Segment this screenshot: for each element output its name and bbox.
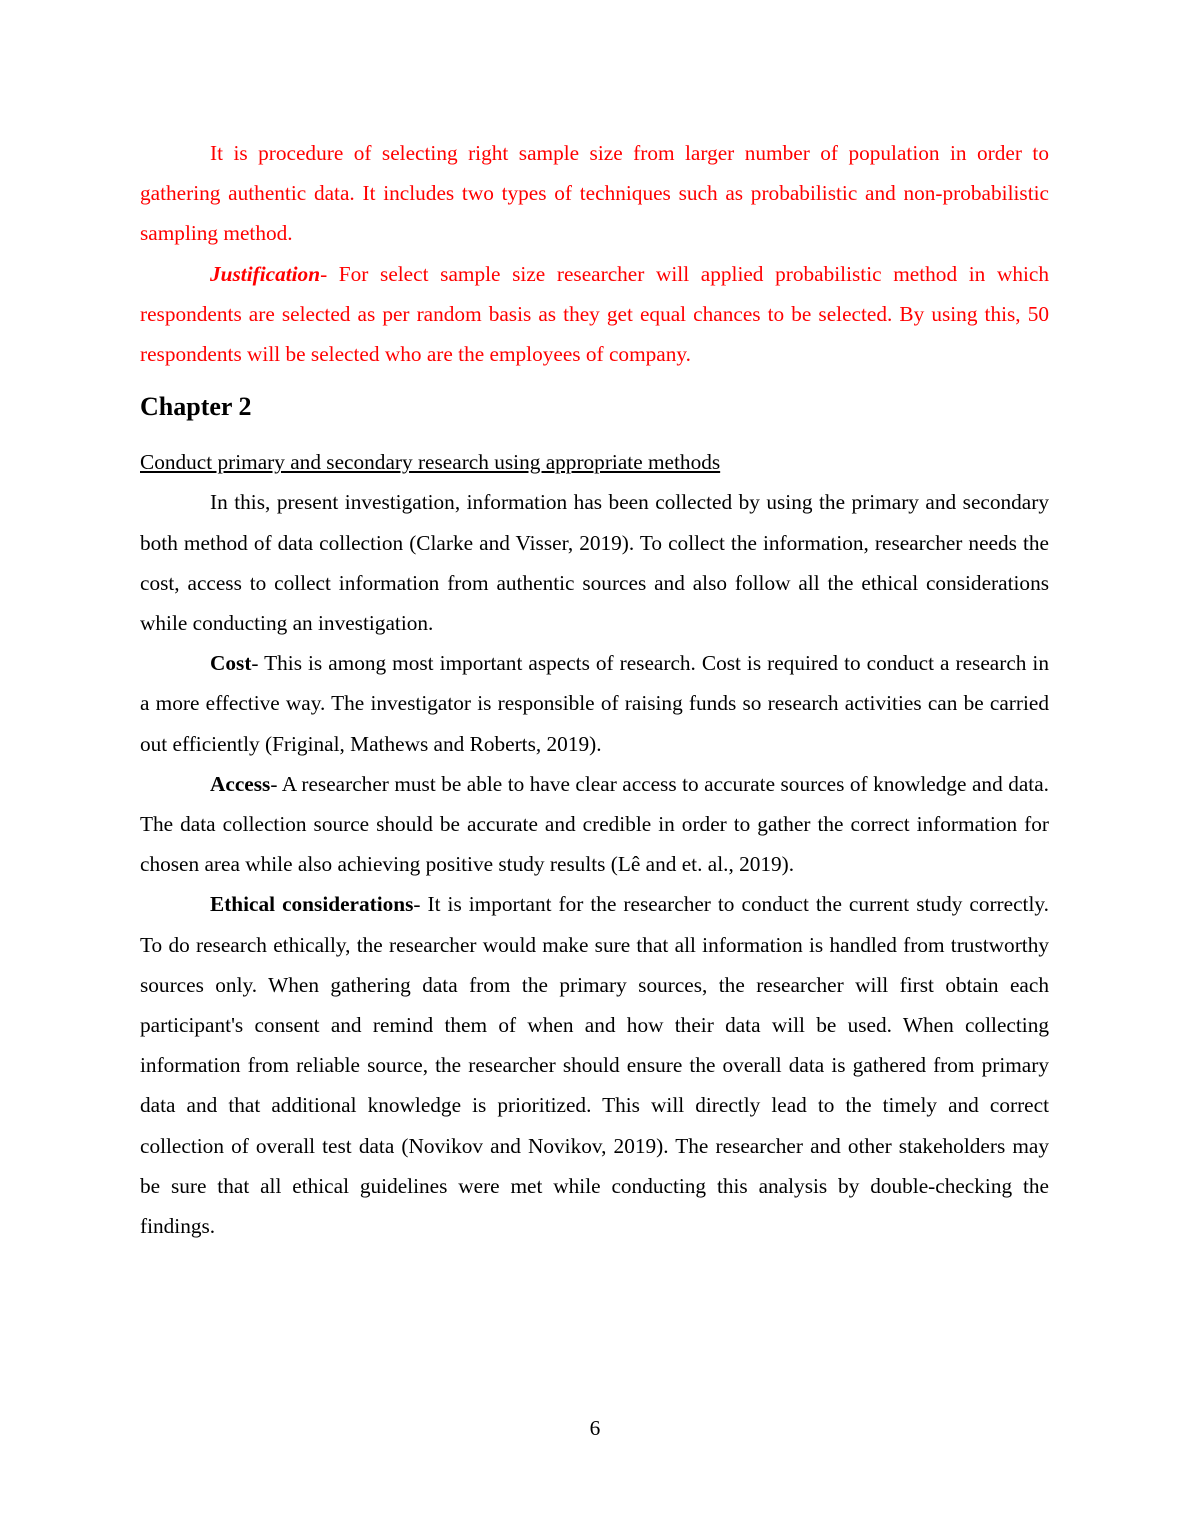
- intro-paragraph: In this, present investigation, information has been collected by using the primary and secondary both method of data collection (Clarke and Visser, 2019). To collect the information, researcher needs the cost, access to collect information from authentic sources and also follow all the ethical considerations while conducting an investigation.: [140, 490, 1049, 636]
- document-body: [140, 133, 1049, 1246]
- chapter-title: Chapter 2: [140, 392, 252, 422]
- page-number: 6: [589, 1416, 601, 1440]
- sampling-intro-paragraph: It is procedure of selecting right sample size from larger number of population in order to gathering authentic data. It includes two types of techniques such as probabilistic and non-probabilistic sampling method.: [140, 141, 1049, 246]
- ethical-label: Ethical considerations: [210, 892, 414, 917]
- cost-paragraph: [140, 643, 1049, 764]
- justification-label: Justification: [210, 261, 321, 286]
- cost-text: - This is among most important aspects of research. Cost is required to conduct a research in a more effective way. The investigator is responsible of raising funds so research activities can be carried out efficiently (Friginal, Mathews and Roberts, 2019).: [140, 651, 1049, 756]
- access-paragraph: [140, 764, 1049, 885]
- ethical-text: - It is important for the researcher to conduct the current study correctly. To do research ethically, the researcher would make sure that all information is handled from trustworthy sources only. When gathering data from the primary sources, the researcher will first obtain each participant's consent and remind them of when and how their data will be used. When collecting information from reliable source, the researcher should ensure the overall data is gathered from primary data and that additional knowledge is prioritized. This will directly lead to the timely and correct collection of overall test data (Novikov and Novikov, 2019). The researcher and other stakeholders may be sure that all ethical guidelines were met while conducting this analysis by double-checking the findings.: [140, 892, 1049, 1239]
- access-text: - A researcher must be able to have clear access to accurate sources of knowledge and data. The data collection source should be accurate and credible in order to gather the correct information for chosen area while also achieving positive study results (Lê and et. al., 2019).: [140, 771, 1049, 877]
- ethical-paragraph: [140, 884, 1049, 1246]
- access-label: Access: [210, 771, 271, 796]
- justification-text: - For select sample size researcher will applied probabilistic method in which respondents are selected as per random basis as they get equal chances to be selected. By using this, 50 respondents will be selected who are the employees of company.: [140, 261, 1049, 367]
- justification-paragraph: [140, 254, 1049, 375]
- cost-label: Cost: [210, 651, 252, 676]
- section-subheading: Conduct primary and secondary research using appropriate methods: [140, 450, 721, 475]
